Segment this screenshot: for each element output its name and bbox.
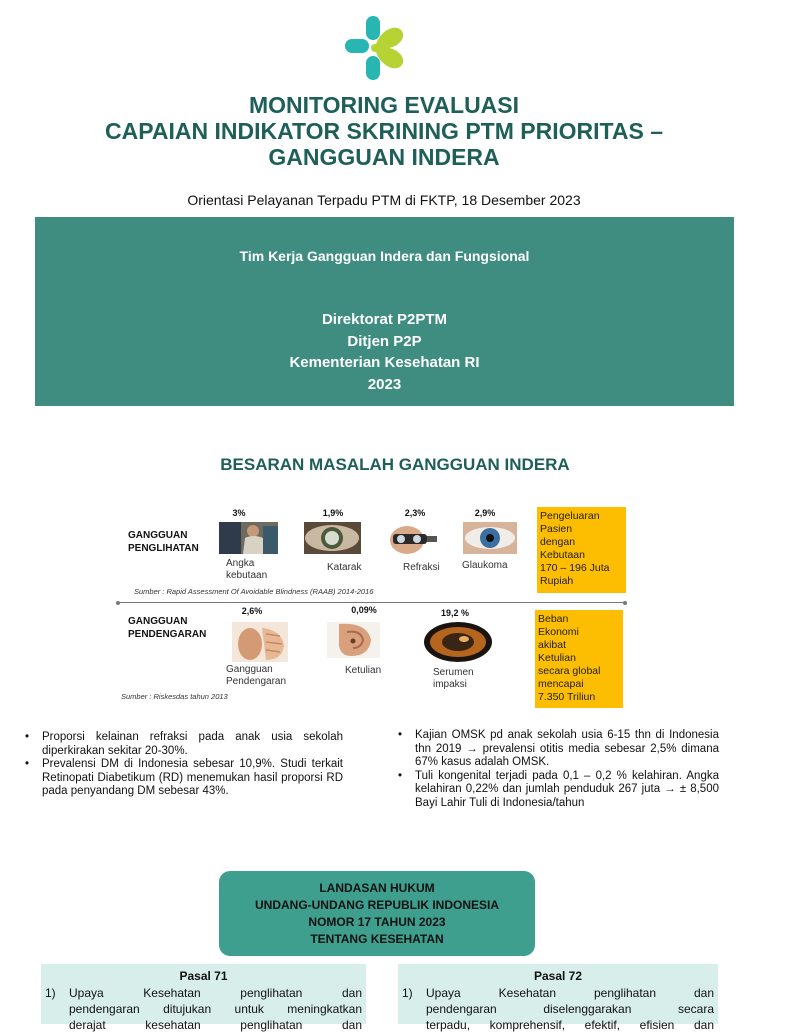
item-line: terpadu, komprehensif, efektif, efisien dan xyxy=(426,1018,714,1032)
section-title: BESARAN MASALAH GANGGUAN INDERA xyxy=(220,455,570,474)
kemenkes-logo xyxy=(345,16,407,80)
note-line: akibat xyxy=(538,639,567,651)
vision-cost-note xyxy=(537,507,626,593)
law-line: TENTANG KESEHATAN xyxy=(310,931,444,946)
item-line: derajat kesehatan penglihatan dan xyxy=(69,1018,362,1032)
bullet-list-left xyxy=(25,731,343,799)
list-item: • Tuli kongenital terjadi pada 0,1 – 0,2 % kelahiran. Angka kelahiran 0,22% dan jumlah penduduk 267 juta → ± 8,500 Bayi Lahir Tuli di Indonesia/tahun xyxy=(398,770,719,811)
title-line-1: MONITORING EVALUASI xyxy=(248,92,520,118)
hearing-cost-note xyxy=(535,610,623,708)
note-line: Beban xyxy=(538,613,569,625)
divider-dot xyxy=(116,601,120,605)
item-text xyxy=(426,985,714,1033)
org-line-2: Ditjen P2P xyxy=(347,332,422,350)
ear-photo-icon xyxy=(327,622,380,658)
caption-line: Pendengaran xyxy=(226,676,287,687)
page-subtitle: Orientasi Pelayanan Terpadu PTM di FKTP, 18 Desember 2023 xyxy=(187,192,581,208)
law-line: UNDANG-UNDANG REPUBLIK INDONESIA xyxy=(254,897,499,912)
item-line: Upaya Kesehatan penglihatan dan xyxy=(426,986,714,1000)
title-line-3: GANGGUAN INDERA xyxy=(268,144,500,170)
law-line: NOMOR 17 TAHUN 2023 xyxy=(308,914,446,929)
item-text xyxy=(69,985,362,1033)
vision-caption-cataract: Katarak xyxy=(327,562,362,573)
glaucoma-eye-photo-icon xyxy=(463,522,517,554)
ear-canal-photo-icon xyxy=(424,622,492,662)
vision-label-line-1: GANGGUAN xyxy=(128,530,188,541)
blind-person-photo-icon xyxy=(219,522,278,554)
org-line-3: Kementerian Kesehatan RI xyxy=(289,354,480,371)
vision-group-label xyxy=(128,529,199,555)
divider-dot xyxy=(623,601,627,605)
pasal-72-title: Pasal 72 xyxy=(533,969,583,983)
vision-caption-refraction: Refraksi xyxy=(403,562,440,573)
note-line: Ekonomi xyxy=(538,626,579,638)
item-line: Upaya Kesehatan penglihatan dan xyxy=(69,986,362,1000)
caption-line: Gangguan xyxy=(226,664,273,675)
hand-to-ear-photo-icon xyxy=(232,622,288,662)
hearing-label-line-1: GANGGUAN xyxy=(128,616,188,627)
pasal-71-item xyxy=(45,985,362,1033)
hearing-pct-impairment: 2,6% xyxy=(241,606,263,616)
hearing-caption-impairment xyxy=(226,664,286,688)
list-item: • Prevalensi DM di Indonesia sebesar 10,9%. Studi terkait Retinopati Diabetikum (RD) menemukan hasil proporsi RD pada penyandang DM sebesar 43%. xyxy=(25,758,343,799)
note-line: mencapai xyxy=(538,678,584,690)
hearing-caption-cerumen xyxy=(433,667,474,691)
list-item: • Proporsi kelainan refraksi pada anak usia sekolah diperkirakan sekitar 20-30%. xyxy=(25,731,343,758)
organization-block xyxy=(35,309,734,395)
page-title xyxy=(0,92,768,170)
hearing-pct-deafness: 0,09% xyxy=(351,605,377,615)
vision-pct-glaucoma: 2,9% xyxy=(474,508,496,518)
legal-basis-box xyxy=(219,871,535,956)
vision-caption-glaucoma: Glaukoma xyxy=(462,560,508,571)
pasal-72-box xyxy=(398,964,718,1032)
pasal-71-title: Pasal 71 xyxy=(179,969,228,983)
title-line-2: CAPAIAN INDIKATOR SKRINING PTM PRIORITAS – xyxy=(105,118,663,144)
vision-pct-cataract: 1,9% xyxy=(322,508,344,518)
org-line-1: Direktorat P2PTM xyxy=(321,311,448,328)
hearing-pct-cerumen: 19,2 % xyxy=(440,608,470,618)
hearing-caption-deafness: Ketulian xyxy=(345,665,382,676)
item-number: 1) xyxy=(45,986,56,1000)
list-item: • Kajian OMSK pd anak sekolah usia 6-15 thn di Indonesia thn 2019 → prevalensi otitis media sebesar 2,5% dimana 67% kasus adalah OMSK. xyxy=(398,729,719,770)
bullet-list-right xyxy=(398,729,719,810)
vision-label-line-2: PENGLIHATAN xyxy=(128,543,199,554)
note-line: Pengeluaran xyxy=(540,510,600,522)
group-divider xyxy=(118,602,626,603)
vision-caption-blindness xyxy=(226,558,267,582)
note-line: secara global xyxy=(538,665,601,677)
organizer-banner xyxy=(35,217,734,406)
caption-line: impaksi xyxy=(433,679,467,690)
vision-pct-refraction: 2,3% xyxy=(404,508,426,518)
pasal-72-item xyxy=(402,985,714,1033)
item-line: pendengaran ditujukan untuk meningkatkan xyxy=(69,1002,362,1016)
caption-line: kebutaan xyxy=(226,570,268,581)
item-number: 1) xyxy=(402,986,413,1000)
vision-pct-blindness: 3% xyxy=(232,508,246,518)
note-line: Pasien xyxy=(540,523,573,535)
item-line: pendengaran diselenggarakan secara xyxy=(426,1002,714,1016)
hearing-label-line-2: PENDENGARAN xyxy=(128,629,207,640)
hearing-source: Sumber : Riskesdas tahun 2013 xyxy=(121,692,228,701)
note-line: Rupiah xyxy=(540,575,574,587)
law-line: LANDASAN HUKUM xyxy=(319,880,435,895)
note-line: dengan xyxy=(540,536,576,548)
caption-line: Serumen xyxy=(433,667,474,678)
note-line: 7.350 Triliun xyxy=(538,691,596,703)
org-line-4: 2023 xyxy=(367,375,402,393)
eye-exam-photo-icon xyxy=(381,522,440,554)
vision-source: Sumber : Rapid Assessment Of Avoidable Blindness (RAAB) 2014-2016 xyxy=(134,587,374,596)
note-line: Kebutaan xyxy=(540,549,585,561)
pasal-71-box xyxy=(41,964,366,1032)
cataract-eye-photo-icon xyxy=(304,522,361,554)
hearing-group-label xyxy=(128,615,206,641)
team-name: Tim Kerja Gangguan Indera dan Fungsional xyxy=(239,248,530,264)
caption-line: Angka xyxy=(226,558,255,569)
note-line: 170 – 196 Juta xyxy=(540,562,610,574)
note-line: Ketulian xyxy=(538,652,576,664)
